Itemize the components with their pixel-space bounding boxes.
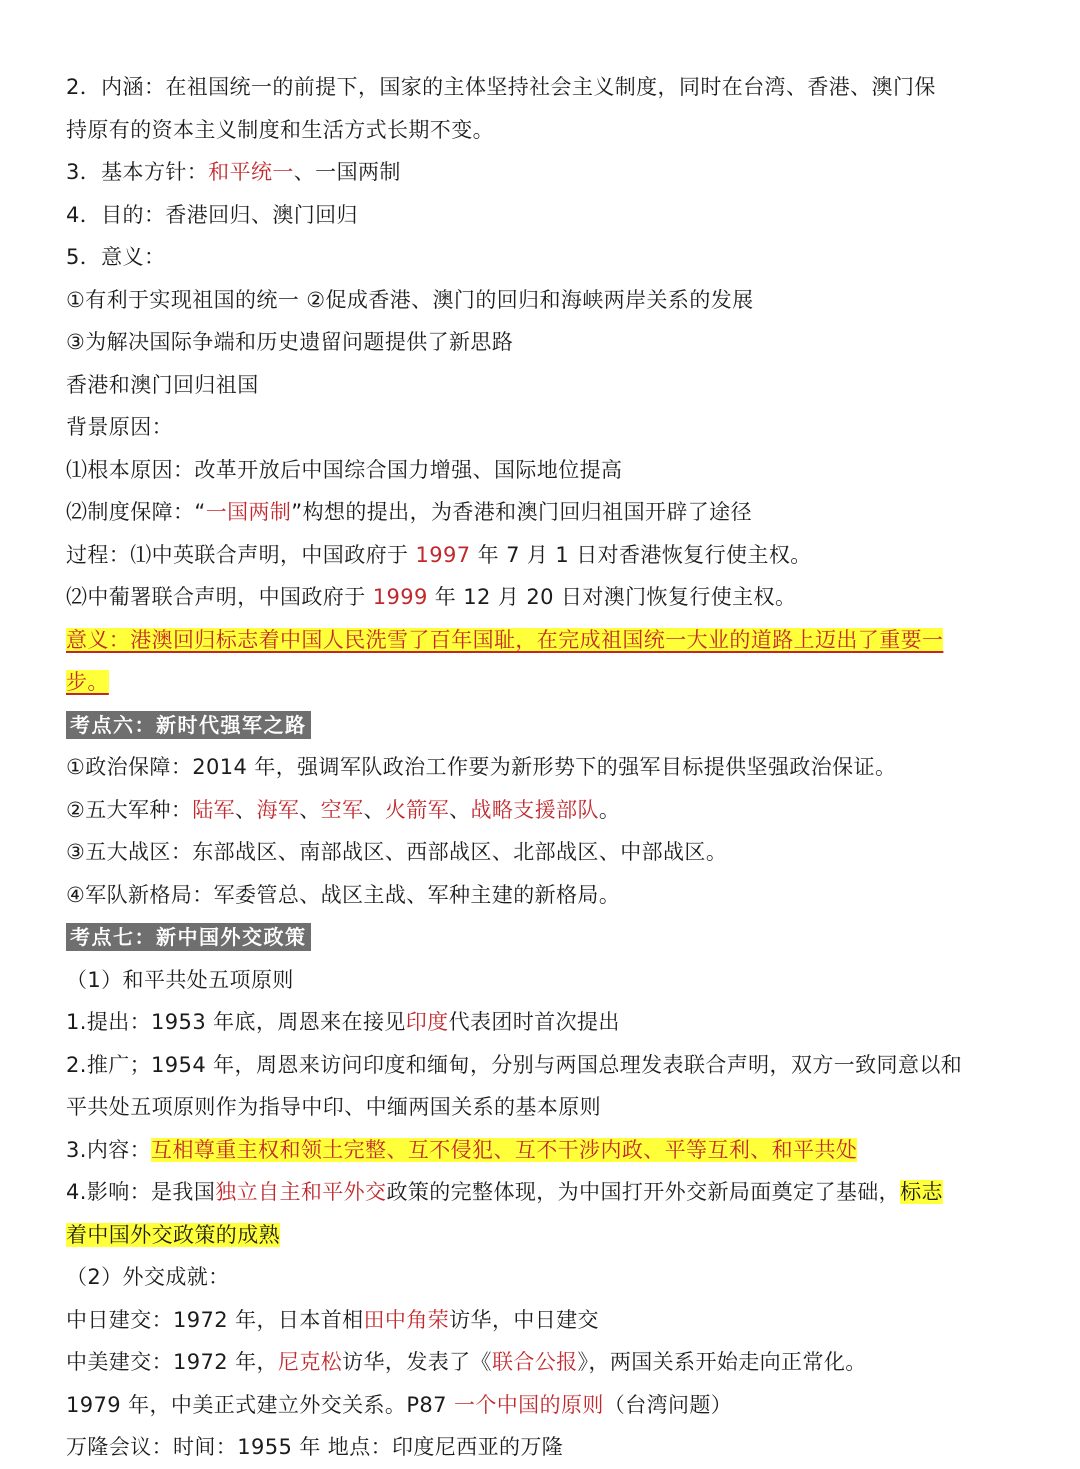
emphasis-text: 空军: [320, 797, 364, 822]
text-segment: 2．内涵：在祖国统一的前提下，国家的主体坚持社会主义制度，同时在台湾、香港、澳门保: [66, 75, 936, 99]
emphasis-text: 尼克松: [277, 1350, 343, 1374]
text-line: [66, 1341, 1036, 1384]
emphasis-text: 火箭军: [384, 797, 450, 822]
section-heading: 考点六：新时代强军之路: [66, 711, 311, 739]
text-line: [66, 619, 1036, 662]
emphasis-text: 1997: [415, 542, 471, 567]
emphasis-text: 和平统一: [208, 160, 294, 184]
text-line: [66, 406, 1036, 449]
text-segment: 中美建交：1972 年，: [66, 1350, 278, 1374]
emphasis-text: 独立自主和平外交: [215, 1180, 387, 1204]
text-segment: 、一国两制: [293, 160, 401, 184]
text-line: [66, 236, 1036, 279]
text-segment: ①政治保障：2014 年，强调军队政治工作要为新形势下的强军目标提供坚强政治保证。: [66, 755, 897, 779]
highlighted-text: 标志: [900, 1180, 943, 1204]
text-segment: 万隆会议：时间：1955 年 地点：印度尼西亚的万隆: [66, 1435, 564, 1459]
text-line: [66, 746, 1036, 789]
text-line: [66, 449, 1036, 492]
text-segment: 4.影响：是我国: [66, 1180, 216, 1204]
emphasis-text: 一个中国的原则: [453, 1392, 604, 1417]
highlighted-emphasis-text: 互相尊重主权和领土完整、互不侵犯、互不干涉内政、平等互利、和平共处: [151, 1137, 858, 1162]
section-heading-line: [66, 916, 1036, 959]
text-line: [66, 194, 1036, 237]
text-line: [66, 874, 1036, 917]
highlighted-emphasis-text: 意义：港澳回归标志着中国人民洗雪了百年国耻，在完成祖国统一大业的道路上迈出了重要一: [66, 627, 944, 652]
text-line: [66, 1129, 1036, 1172]
text-line: [66, 661, 1036, 704]
document-page: [66, 66, 1036, 1469]
emphasis-text: 联合公报: [491, 1350, 578, 1374]
emphasis-text: 海军: [256, 797, 300, 822]
text-segment: 3．基本方针：: [66, 160, 209, 184]
text-line: [66, 789, 1036, 832]
text-segment: ⑵制度保障：“: [66, 500, 206, 524]
text-line: [66, 576, 1036, 619]
text-segment: 、: [449, 797, 471, 822]
text-line: [66, 1086, 1036, 1129]
text-segment: 过程：⑴中英联合声明，中国政府于: [66, 542, 416, 567]
text-segment: ”构想的提出，为香港和澳门回归祖国开辟了途径: [291, 500, 752, 524]
text-line: [66, 1299, 1036, 1342]
text-segment: 年 12 月 20 日对澳门恢复行使主权。: [427, 585, 797, 609]
highlighted-text: 着中国外交政策的成熟: [66, 1222, 280, 1247]
text-segment: ②五大军种：: [66, 797, 193, 822]
text-segment: 持原有的资本主义制度和生活方式长期不变。: [66, 117, 494, 142]
text-line: [66, 1214, 1036, 1257]
text-segment: ③五大战区：东部战区、南部战区、西部战区、北部战区、中部战区。: [66, 840, 728, 864]
text-line: [66, 831, 1036, 874]
text-line: [66, 279, 1036, 322]
text-segment: ⑵中葡署联合声明，中国政府于: [66, 585, 373, 609]
text-segment: 访华，发表了《: [342, 1350, 492, 1374]
text-line: [66, 1001, 1036, 1044]
text-segment: ④军队新格局：军委管总、战区主战、军种主建的新格局。: [66, 882, 621, 907]
text-segment: 。: [598, 797, 621, 822]
text-segment: 平共处五项原则作为指导中印、中缅两国关系的基本原则: [66, 1095, 601, 1119]
highlighted-emphasis-text: 步。: [66, 670, 109, 694]
text-line: [66, 1426, 1036, 1469]
text-line: [66, 959, 1036, 1002]
text-line: [66, 151, 1036, 194]
text-segment: （2）外交成就：: [66, 1265, 230, 1289]
text-line: [66, 1384, 1036, 1427]
text-segment: 年 7 月 1 日对香港恢复行使主权。: [470, 542, 812, 567]
text-segment: 访华，中日建交: [449, 1307, 599, 1332]
section-heading-line: [66, 704, 1036, 747]
text-segment: ③为解决国际争端和历史遗留问题提供了新思路: [66, 330, 514, 354]
emphasis-text: 印度: [405, 1010, 449, 1034]
text-line: [66, 364, 1036, 407]
text-segment: 香港和澳门回归祖国: [66, 372, 259, 397]
text-segment: 代表团时首次提出: [448, 1010, 620, 1034]
emphasis-text: 陆军: [192, 797, 236, 822]
text-segment: 中日建交：1972 年，日本首相: [66, 1307, 364, 1332]
text-segment: ①有利于实现祖国的统一 ②促成香港、澳门的回归和海峡两岸关系的发展: [66, 287, 754, 312]
text-segment: 、: [235, 797, 257, 822]
text-segment: （1）和平共处五项原则: [66, 967, 294, 992]
emphasis-text: 战略支援部队: [470, 797, 599, 822]
text-segment: ⑴根本原因：改革开放后中国综合国力增强、国际地位提高: [66, 457, 623, 482]
emphasis-text: 1999: [372, 585, 428, 609]
emphasis-text: 一国两制: [205, 500, 292, 524]
text-segment: 3.内容：: [66, 1137, 152, 1162]
text-segment: 1979 年，中美正式建立外交关系。P87: [66, 1392, 454, 1417]
text-line: [66, 321, 1036, 364]
text-line: [66, 1171, 1036, 1214]
text-segment: 政策的完整体现，为中国打开外交新局面奠定了基础，: [386, 1180, 901, 1204]
text-line: [66, 1044, 1036, 1087]
text-segment: 5．意义：: [66, 245, 166, 269]
text-line: [66, 491, 1036, 534]
text-segment: 、: [299, 797, 321, 822]
text-segment: 1.提出：1953 年底，周恩来在接见: [66, 1010, 406, 1034]
text-line: [66, 1256, 1036, 1299]
text-segment: 背景原因：: [66, 415, 173, 439]
text-segment: 4．目的：香港回归、澳门回归: [66, 202, 358, 227]
emphasis-text: 田中角荣: [363, 1307, 450, 1332]
section-heading: 考点七：新中国外交政策: [66, 923, 311, 951]
text-segment: 》，两国关系开始走向正常化。: [577, 1350, 867, 1374]
text-segment: 、: [363, 797, 385, 822]
text-line: [66, 66, 1036, 109]
text-segment: （台湾问题）: [603, 1392, 733, 1417]
text-line: [66, 534, 1036, 577]
text-line: [66, 109, 1036, 152]
text-segment: 2.推广；1954 年，周恩来访问印度和缅甸，分别与两国总理发表联合声明，双方一致同意以和: [66, 1052, 963, 1077]
